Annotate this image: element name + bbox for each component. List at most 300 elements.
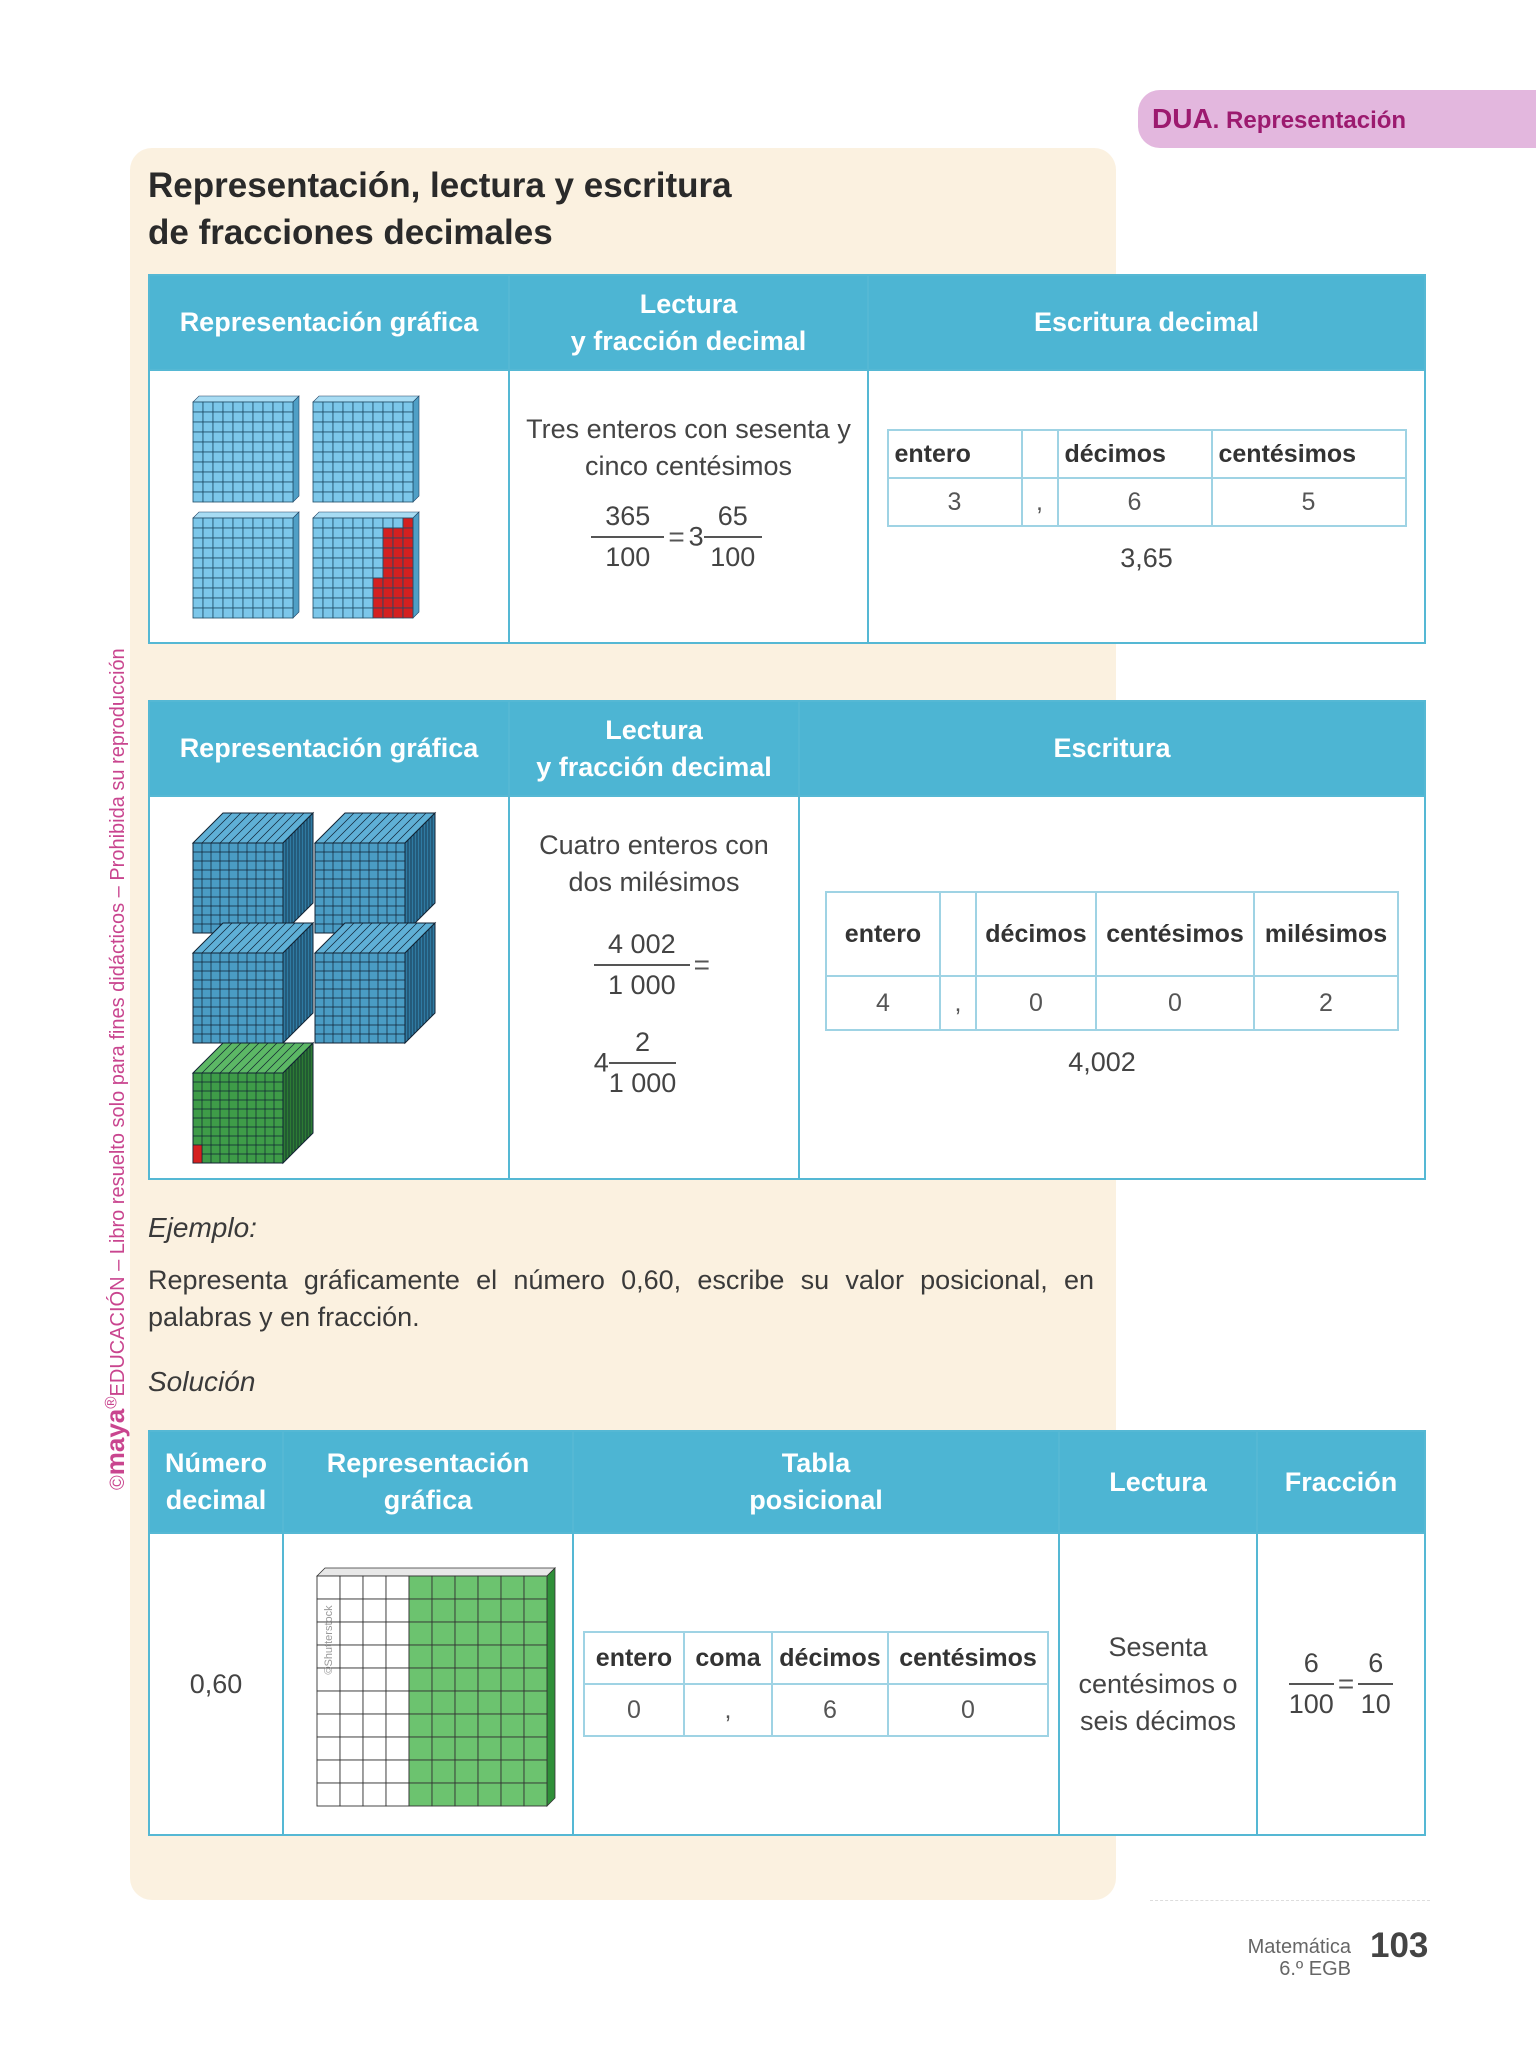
grid-cell <box>323 452 333 462</box>
t2-pv-v-decimos: 0 <box>976 976 1096 1030</box>
grid-cell <box>333 588 343 598</box>
grid-cell <box>333 422 343 432</box>
grid-cell <box>243 492 253 502</box>
flat-block <box>193 396 299 502</box>
t3-frac-den-2: 10 <box>1360 1689 1391 1719</box>
grid-cell <box>243 472 253 482</box>
grid-cell <box>403 598 413 608</box>
grid-cell <box>203 558 213 568</box>
grid-cell <box>373 588 383 598</box>
grid-cell <box>353 528 363 538</box>
grid-cell <box>283 548 293 558</box>
grid-cell <box>343 558 353 568</box>
grid-cell <box>363 548 373 558</box>
grid-cell <box>283 472 293 482</box>
grid-cell <box>283 578 293 588</box>
grid-cell <box>353 442 363 452</box>
grid-cell <box>273 598 283 608</box>
grid-cell <box>409 1691 432 1714</box>
grid-cell <box>432 1737 455 1760</box>
grid-cell <box>343 492 353 502</box>
grid-cell <box>409 1645 432 1668</box>
grid-cell <box>213 538 223 548</box>
grid-cell <box>313 472 323 482</box>
thousand-cube <box>315 813 435 933</box>
grid-cell <box>373 462 383 472</box>
grid-cell <box>393 462 403 472</box>
t2-graphic <box>179 803 479 1173</box>
t3-frac-num-2: 6 <box>1358 1648 1393 1685</box>
grid-cell <box>363 462 373 472</box>
grid-cell <box>313 518 323 528</box>
dua-suffix: . Representación <box>1212 107 1407 134</box>
t1-header-graphic: Representación gráfica <box>149 275 509 370</box>
flat-block <box>313 512 419 618</box>
grid-cell <box>373 518 383 528</box>
dua-prefix: DUA <box>1152 103 1213 134</box>
grid-cell <box>455 1576 478 1599</box>
grid-cell <box>393 472 403 482</box>
grid-cell <box>386 1737 409 1760</box>
t1-writing-cell <box>868 370 1425 643</box>
grid-cell <box>283 598 293 608</box>
grid-cell <box>213 492 223 502</box>
grid-cell <box>263 548 273 558</box>
grid-cell <box>203 528 213 538</box>
t2-reading-cell <box>509 796 799 1179</box>
grid-cell <box>455 1737 478 1760</box>
grid-cell <box>193 412 203 422</box>
grid-cell <box>273 492 283 502</box>
grid-cell <box>263 518 273 528</box>
grid-cell <box>263 432 273 442</box>
grid-cell <box>313 588 323 598</box>
cube-blocks-group <box>193 813 435 1163</box>
grid-cell <box>403 482 413 492</box>
grid-cell <box>243 588 253 598</box>
grid-cell <box>333 608 343 618</box>
grid-cell <box>524 1691 547 1714</box>
grid-cell <box>383 472 393 482</box>
grid-cell <box>333 492 343 502</box>
grid-cell <box>213 608 223 618</box>
grid-cell <box>193 482 203 492</box>
t2-frac-den: 1 000 <box>608 970 676 1000</box>
page-title <box>148 162 848 256</box>
grid-cell <box>501 1599 524 1622</box>
t1-reading-l2: cinco centésimos <box>584 451 793 481</box>
t3-table-cell <box>573 1533 1059 1835</box>
grid-cell <box>253 548 263 558</box>
t2-pv-v-coma: , <box>940 976 976 1030</box>
grid-cell <box>455 1645 478 1668</box>
grid-cell <box>373 528 383 538</box>
grid-cell <box>524 1668 547 1691</box>
grid-cell <box>403 442 413 452</box>
grid-cell <box>363 492 373 502</box>
example-label: Ejemplo: <box>148 1212 257 1243</box>
grid-cell <box>233 608 243 618</box>
grid-cell <box>340 1599 363 1622</box>
grid-cell <box>340 1783 363 1806</box>
grid-cell <box>283 402 293 412</box>
grid-cell <box>403 558 413 568</box>
grid-cell <box>343 588 353 598</box>
grid-cell <box>524 1599 547 1622</box>
grid-cell <box>313 442 323 452</box>
grid-cell <box>243 608 253 618</box>
grid-cell <box>353 518 363 528</box>
t1-place-value-table <box>887 429 1407 527</box>
grid-cell <box>403 492 413 502</box>
grid-cell <box>313 462 323 472</box>
t2-header-graphic: Representación gráfica <box>149 701 509 796</box>
grid-cell <box>223 568 233 578</box>
grid-cell <box>253 442 263 452</box>
grid-cell <box>313 402 323 412</box>
shutterstock-credit: ©Shutterstock <box>323 1605 335 1675</box>
grid-cell <box>478 1668 501 1691</box>
t3-reading-l2: centésimos o <box>1078 1668 1238 1699</box>
grid-cell <box>263 442 273 452</box>
grid-cell <box>223 452 233 462</box>
grid-cell <box>403 568 413 578</box>
grid-cell <box>273 432 283 442</box>
t1-pv-h-coma <box>1022 430 1058 478</box>
t3-pv-v-coma: , <box>684 1684 772 1736</box>
grid-cell <box>253 422 263 432</box>
grid-cell <box>253 492 263 502</box>
grid-cell <box>403 528 413 538</box>
t3-fraction-cell: $\frac{6}{100}$ = $\frac{6}{10}$ <box>1257 1533 1425 1835</box>
t2-place-value-table <box>825 891 1399 1031</box>
grid-cell <box>203 568 213 578</box>
grid-cell <box>273 558 283 568</box>
grid-cell <box>432 1714 455 1737</box>
grid-cell <box>333 452 343 462</box>
grid-cell <box>373 472 383 482</box>
grid-cell <box>383 558 393 568</box>
grid-cell <box>273 452 283 462</box>
grid-cell <box>203 518 213 528</box>
t1-reading-cell <box>509 370 868 643</box>
grid-cell <box>263 482 273 492</box>
grid-cell <box>263 568 273 578</box>
grid-cell <box>333 568 343 578</box>
grid-cell <box>343 538 353 548</box>
grid-cell <box>432 1783 455 1806</box>
grid-cell <box>233 432 243 442</box>
t1-pv-v-coma: , <box>1022 478 1058 526</box>
t2-pv-h-coma <box>940 892 976 976</box>
t1-result: 3,65 <box>1120 543 1173 573</box>
grid-cell <box>524 1622 547 1645</box>
t3-header-graphic <box>283 1431 573 1533</box>
grid-cell <box>363 472 373 482</box>
grid-cell <box>233 578 243 588</box>
grid-cell <box>317 1783 340 1806</box>
grid-cell <box>203 432 213 442</box>
grid-cell <box>363 1760 386 1783</box>
grid-cell <box>193 422 203 432</box>
grid-cell <box>233 528 243 538</box>
grid-cell <box>263 452 273 462</box>
grid-cell <box>343 598 353 608</box>
grid-cell <box>263 588 273 598</box>
grid-cell <box>313 558 323 568</box>
side-text: EDUCACIÓN – Libro resuelto solo para fines didácticos – Prohibida su reproducción <box>107 648 129 1397</box>
grid-cell <box>403 472 413 482</box>
grid-cell <box>373 482 383 492</box>
grid-cell <box>203 402 213 412</box>
grid-cell <box>203 588 213 598</box>
grid-cell <box>233 482 243 492</box>
grid-cell <box>323 432 333 442</box>
grid-cell <box>353 588 363 598</box>
grid-cell <box>223 518 233 528</box>
grid-cell <box>373 538 383 548</box>
hundred-grid-group <box>317 1568 555 1806</box>
t1-pv-v-centesimos: 5 <box>1212 478 1406 526</box>
grid-cell <box>223 442 233 452</box>
grid-cell <box>455 1691 478 1714</box>
grid-cell <box>373 452 383 462</box>
grid-cell <box>524 1783 547 1806</box>
table-representation-1 <box>148 274 1426 644</box>
grid-cell <box>233 422 243 432</box>
grid-cell <box>323 598 333 608</box>
grid-cell <box>343 608 353 618</box>
grid-cell <box>323 462 333 472</box>
grid-cell <box>501 1760 524 1783</box>
grid-cell <box>403 588 413 598</box>
grid-cell <box>432 1668 455 1691</box>
grid-cell <box>263 462 273 472</box>
grid-cell <box>203 442 213 452</box>
grid-cell <box>263 472 273 482</box>
grid-cell <box>501 1645 524 1668</box>
t3-reading-l3: seis décimos <box>1079 1705 1237 1736</box>
grid-cell <box>340 1691 363 1714</box>
grid-cell <box>386 1668 409 1691</box>
grid-cell <box>373 432 383 442</box>
grid-cell <box>243 412 253 422</box>
grid-cell <box>409 1668 432 1691</box>
grid-cell <box>409 1576 432 1599</box>
grid-cell <box>203 578 213 588</box>
grid-cell <box>243 578 253 588</box>
grid-cell <box>409 1783 432 1806</box>
grid-cell <box>283 422 293 432</box>
grid-cell <box>455 1622 478 1645</box>
grid-cell <box>383 462 393 472</box>
grid-cell <box>403 422 413 432</box>
grid-cell <box>313 598 323 608</box>
grid-cell <box>478 1622 501 1645</box>
grid-cell <box>273 472 283 482</box>
grid-cell <box>383 528 393 538</box>
t2-graphic-cell <box>149 796 509 1179</box>
grid-cell <box>243 482 253 492</box>
grid-cell <box>393 578 403 588</box>
grid-cell <box>333 472 343 482</box>
grid-cell <box>393 412 403 422</box>
grid-cell <box>313 578 323 588</box>
grid-cell <box>263 528 273 538</box>
grid-cell <box>233 452 243 462</box>
grid-cell <box>478 1760 501 1783</box>
grid-cell <box>203 598 213 608</box>
grid-cell <box>386 1599 409 1622</box>
t2-fraction-1: $\frac{4 002}{1 000}$ = <box>510 929 798 1001</box>
grid-cell <box>317 1760 340 1783</box>
t3-pv-h-centesimos: centésimos <box>888 1632 1048 1684</box>
grid-cell <box>283 462 293 472</box>
grid-cell <box>363 422 373 432</box>
grid-cell <box>501 1714 524 1737</box>
grid-cell <box>363 452 373 462</box>
grid-cell <box>317 1691 340 1714</box>
table-solution <box>148 1430 1426 1836</box>
grid-cell <box>283 528 293 538</box>
t2-pv-h-decimos: décimos <box>976 892 1096 976</box>
t1-reading-l1: Tres enteros con sesenta y <box>526 414 851 444</box>
grid-cell <box>283 558 293 568</box>
grid-cell <box>383 422 393 432</box>
grid-cell <box>432 1599 455 1622</box>
t1-fraction: $\frac{365}{100}$ = 3 $\frac{65}{100}$ <box>486 501 867 573</box>
grid-cell <box>363 412 373 422</box>
grid-cell <box>253 578 263 588</box>
brand-maya: maya <box>100 1408 130 1476</box>
grid-cell <box>243 518 253 528</box>
grid-cell <box>383 608 393 618</box>
grid-cell <box>353 538 363 548</box>
grid-cell <box>273 482 283 492</box>
t1-pv-h-decimos: décimos <box>1058 430 1212 478</box>
grid-cell <box>203 452 213 462</box>
grid-cell <box>478 1576 501 1599</box>
grid-cell <box>253 528 263 538</box>
grid-cell <box>403 432 413 442</box>
grid-cell <box>283 518 293 528</box>
grid-cell <box>393 402 403 412</box>
t2-header-reading-l1: Lectura <box>605 714 703 745</box>
grid-cell <box>313 568 323 578</box>
grid-cell <box>383 492 393 502</box>
grid-cell <box>243 402 253 412</box>
grid-cell <box>323 538 333 548</box>
grid-cell <box>323 578 333 588</box>
t1-header-reading-l2: y fracción decimal <box>570 325 807 356</box>
grid-cell <box>213 528 223 538</box>
grid-cell <box>393 538 403 548</box>
footer-line <box>1150 1900 1430 1901</box>
thousand-cube <box>193 1043 313 1163</box>
grid-cell <box>478 1645 501 1668</box>
flat-block <box>193 512 299 618</box>
grid-cell <box>333 442 343 452</box>
grid-cell <box>203 608 213 618</box>
grid-cell <box>403 538 413 548</box>
grid-cell <box>363 442 373 452</box>
grid-cell <box>393 568 403 578</box>
grid-cell <box>373 422 383 432</box>
grid-cell <box>233 538 243 548</box>
grid-cell <box>323 568 333 578</box>
grid-cell <box>340 1668 363 1691</box>
grid-cell <box>193 518 203 528</box>
grid-cell <box>193 492 203 502</box>
grid-cell <box>313 432 323 442</box>
grid-cell <box>343 528 353 538</box>
grid-cell <box>193 442 203 452</box>
page-number: 103 <box>1370 1926 1429 1965</box>
grid-cell <box>273 588 283 598</box>
grid-cell <box>273 528 283 538</box>
grid-cell <box>213 422 223 432</box>
grid-cell <box>353 462 363 472</box>
t3-place-value-table <box>583 1631 1049 1737</box>
t3-header-table-l1: Tabla <box>781 1448 851 1478</box>
thousand-cube <box>315 923 435 1043</box>
grid-cell <box>263 422 273 432</box>
grid-cell <box>386 1691 409 1714</box>
grid-cell <box>343 412 353 422</box>
t3-header-table-l2: posicional <box>749 1485 883 1515</box>
grid-cell <box>213 518 223 528</box>
grid-cell <box>313 528 323 538</box>
t3-number-cell: 0,60 <box>149 1533 283 1835</box>
grid-cell <box>455 1668 478 1691</box>
grid-cell <box>323 528 333 538</box>
grid-cell <box>273 578 283 588</box>
grid-cell <box>383 412 393 422</box>
grid-cell <box>253 558 263 568</box>
registered-symbol: ® <box>101 1396 121 1409</box>
t1-mixed-den: 100 <box>710 542 756 572</box>
grid-cell <box>478 1691 501 1714</box>
grid-cell <box>203 412 213 422</box>
grid-cell <box>383 432 393 442</box>
grid-cell <box>283 492 293 502</box>
grid-cell <box>383 588 393 598</box>
grid-cell <box>478 1599 501 1622</box>
grid-cell <box>253 608 263 618</box>
grid-cell <box>193 472 203 482</box>
grid-cell <box>213 402 223 412</box>
grid-cell <box>340 1714 363 1737</box>
grid-cell <box>343 568 353 578</box>
grid-cell <box>243 568 253 578</box>
grid-cell <box>233 442 243 452</box>
t2-reading-l1: Cuatro enteros con <box>539 830 769 860</box>
t2-pv-h-milesimos: milésimos <box>1254 892 1398 976</box>
grid-cell <box>343 422 353 432</box>
grid-cell <box>213 472 223 482</box>
t2-pv-v-milesimos: 2 <box>1254 976 1398 1030</box>
grid-cell <box>524 1737 547 1760</box>
t1-header-reading-l1: Lectura <box>639 288 738 319</box>
grid-cell <box>223 402 233 412</box>
grid-cell <box>213 568 223 578</box>
grid-cell <box>323 442 333 452</box>
grid-cell <box>363 1691 386 1714</box>
grid-cell <box>432 1645 455 1668</box>
grid-cell <box>243 462 253 472</box>
grid-cell <box>478 1783 501 1806</box>
grid-cell <box>501 1576 524 1599</box>
